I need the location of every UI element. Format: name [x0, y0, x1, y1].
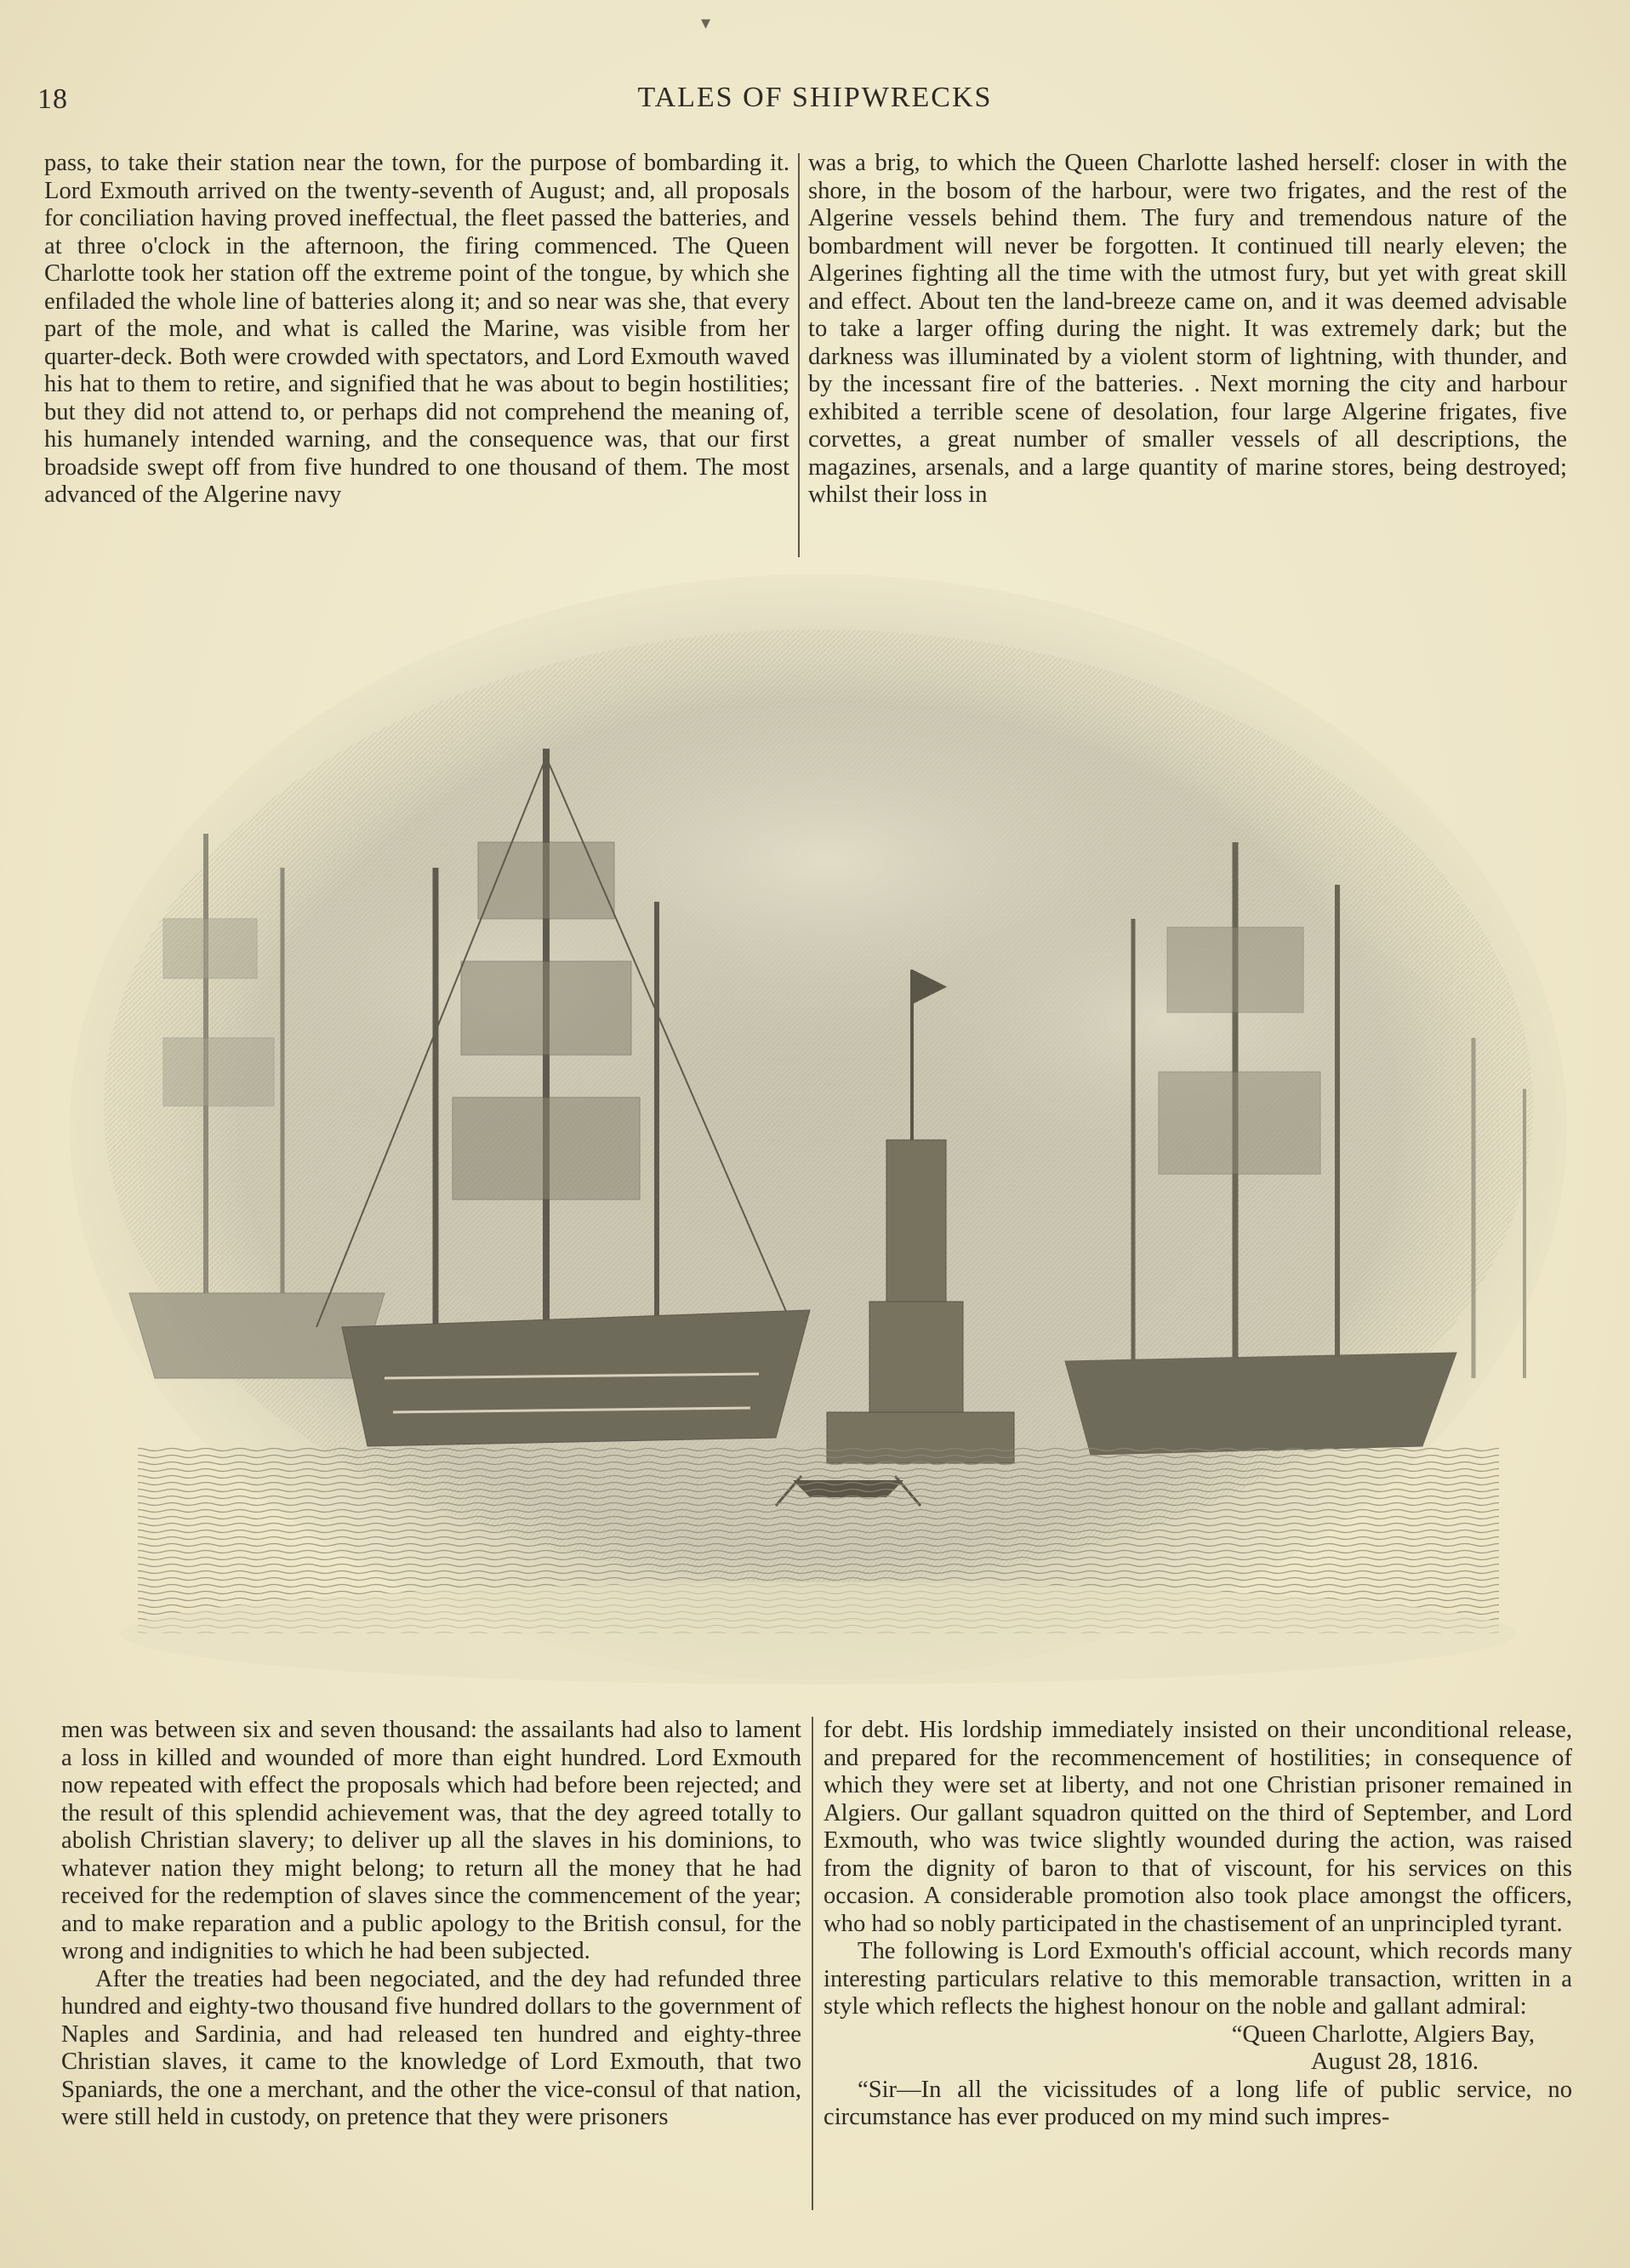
printer-mark: ▾: [701, 12, 711, 33]
bottom-right-column: [824, 1717, 1572, 2132]
paragraph: was a brig, to which the Queen Charlotte lashed herself: closer in with the shore, in the bosom of the harbour, were two frigates, and the rest of the Algerine vessels behind them. The fury and tremendous nature of the bombardment will never be forgotten. It continued till nearly eleven; the Algerines fighting all the time with the utmost fury, but yet with great skill and effect. About ten the land-breeze came on, and it was deemed advisable to take a larger offing during the night. It was extremely dark; but the darkness was illuminated by a violent storm of lightning, with thunder, and by the incessant fire of the batteries. . Next morning the city and harbour exhibited a terrible scene of desolation, four large Algerine frigates, five corvettes, a great number of smaller vessels of all descriptions, the magazines, arsenals, and a large quantity of marine stores, being destroyed; whilst their loss in: [808, 150, 1567, 508]
column-rule-top: [798, 153, 800, 557]
paragraph: After the treaties had been negociated, and the dey had refunded three hundred and eighty-two thousand five hundred dollars to the government of Naples and Sardinia, and had released ten hundred and eighty-three Christian slaves, it came to the knowledge of Lord Exmouth, that two Spaniards, the one a merchant, and the other the vice-consul of that nation, were still held in custody, on pretence that they were prisoners: [61, 1965, 801, 2130]
ship-engraving-illustration: [61, 561, 1576, 1693]
water-fade: [121, 1582, 1516, 1684]
letter-opening: “Sir—In all the vicissitudes of a long life of public service, no circumstance has ever produced on my mind such impres-: [824, 2076, 1572, 2130]
page-number: 18: [37, 83, 68, 115]
letter-place: “Queen Charlotte, Algiers Bay,: [1231, 2020, 1535, 2048]
paragraph: The following is Lord Exmouth's official account, which records many interesting particulars relative to this memorable transaction, written in a style which reflects the highest honour on the noble and gallant admiral:: [824, 1938, 1572, 2020]
column-rule-bottom: [812, 1717, 813, 2210]
top-right-column: [808, 150, 1567, 510]
top-left-column: [44, 150, 789, 510]
letter-date: August 28, 1816.: [1311, 2049, 1479, 2075]
paragraph: men was between six and seven thousand: the assailants had also to lament a loss in killed and wounded of more than eight hundred. Lord Exmouth now repeated with effect the proposals which had before been rejected; and the result of this splendid achievement was, that the dey agreed totally to abolish Christian slavery; to deliver up all the slaves in his dominions, to whatever nation they might belong; to return all the money that he had received for the redemption of slaves since the commencement of the year; and to make reparation and a public apology to the British consul, for the wrong and indignities to which he had been subjected.: [61, 1717, 801, 1964]
bottom-left-column: [61, 1717, 801, 2132]
paragraph: pass, to take their station near the town, for the purpose of bombarding it. Lord Exmouth arrived on the twenty-seventh of August; and, all proposals for conciliation having proved ineffectual, the fleet passed the batteries, and at three o'clock in the afternoon, the firing commenced. The Queen Charlotte took her station off the extreme point of the tongue, by which she enfiladed the whole line of batteries along it; and so near was she, that every part of the mole, and what is called the Marine, was visible from her quarter-deck. Both were crowded with spectators, and Lord Exmouth waved his hat to them to retire, and signified that he was about to begin hostilities; but they did not attend to, or perhaps did not comprehend the meaning of, his humanely intended warning, and the consequence was, that our first broadside swept off from five hundred to one thousand of them. The most advanced of the Algerine navy: [44, 150, 789, 508]
page-header: [37, 78, 1593, 121]
running-title: TALES OF SHIPWRECKS: [637, 82, 993, 113]
paragraph: for debt. His lordship immediately insisted on their unconditional release, and prepared for the recommencement of hostilities; in consequence of which they were set at liberty, and not one Christian prisoner remained in Algiers. Our gallant squadron quitted on the third of September, and Lord Exmouth, who was twice slightly wounded during the action, was raised from the dignity of baron to that of viscount, for his services on this occasion. A considerable promotion also took place amongst the officers, who had so nobly participated in the chastisement of an unprincipled tyrant.: [824, 1717, 1572, 1937]
